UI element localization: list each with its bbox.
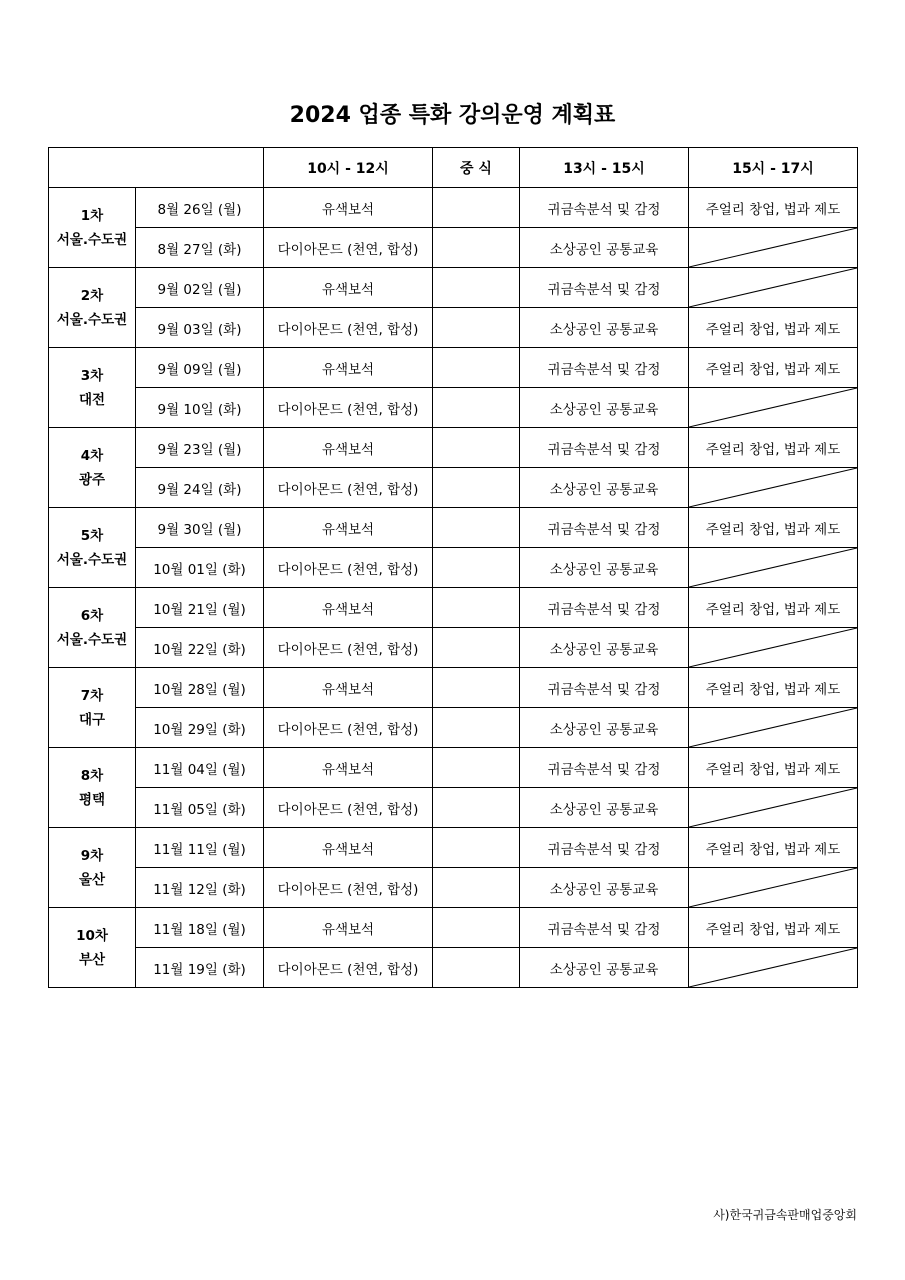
diagonal-slash-icon: [689, 268, 857, 307]
date-cell: 9월 09일 (월): [136, 348, 264, 388]
slot1-cell: 유색보석: [264, 508, 433, 548]
slot2-cell: 소상공인 공통교육: [520, 948, 689, 988]
slot1-cell: 유색보석: [264, 828, 433, 868]
table-row: [49, 668, 858, 708]
session-region: 광주: [78, 471, 106, 488]
date-cell: 10월 21일 (월): [136, 588, 264, 628]
date-cell: 11월 11일 (월): [136, 828, 264, 868]
slot1-cell: 다이아몬드 (천연, 합성): [264, 868, 433, 908]
session-number: 1차: [80, 207, 104, 224]
slot3-empty-cell: [689, 228, 858, 268]
slot1-cell: 유색보석: [264, 268, 433, 308]
slot2-cell: 귀금속분석 및 감정: [520, 828, 689, 868]
session-number: 6차: [80, 607, 104, 624]
diagonal-slash-icon: [689, 548, 857, 587]
slot3-cell: 주얼리 창업, 법과 제도: [689, 188, 858, 228]
slot3-empty-cell: [689, 268, 858, 308]
session-region: 서울.수도권: [56, 311, 128, 328]
date-cell: 9월 10일 (화): [136, 388, 264, 428]
lunch-cell: [433, 788, 520, 828]
slot2-cell: 귀금속분석 및 감정: [520, 268, 689, 308]
page-title: 2024 업종 특화 강의운영 계획표: [289, 103, 616, 128]
header-slot-15-17: 15시 - 17시: [689, 148, 858, 188]
slot2-cell: 귀금속분석 및 감정: [520, 908, 689, 948]
table-row: [49, 908, 858, 948]
slot2-cell: 소상공인 공통교육: [520, 868, 689, 908]
session-number: 8차: [80, 767, 104, 784]
schedule-table: [48, 147, 858, 988]
slot1-cell: 유색보석: [264, 588, 433, 628]
slot3-cell: 주얼리 창업, 법과 제도: [689, 828, 858, 868]
slot2-cell: 귀금속분석 및 감정: [520, 348, 689, 388]
slot3-cell: 주얼리 창업, 법과 제도: [689, 748, 858, 788]
slot1-cell: 다이아몬드 (천연, 합성): [264, 788, 433, 828]
slot2-cell: 귀금속분석 및 감정: [520, 428, 689, 468]
diagonal-slash-icon: [689, 228, 857, 267]
slot1-cell: 유색보석: [264, 668, 433, 708]
slot3-empty-cell: [689, 708, 858, 748]
lunch-cell: [433, 348, 520, 388]
table-row: [49, 388, 858, 428]
table-row: [49, 508, 858, 548]
slot3-empty-cell: [689, 788, 858, 828]
session-cell: [49, 348, 136, 428]
slot2-cell: 소상공인 공통교육: [520, 708, 689, 748]
session-cell: [49, 188, 136, 268]
table-row: [49, 788, 858, 828]
table-row: [49, 828, 858, 868]
header-blank: [49, 148, 264, 188]
table-row: [49, 188, 858, 228]
slot3-cell: 주얼리 창업, 법과 제도: [689, 428, 858, 468]
slot3-cell: 주얼리 창업, 법과 제도: [689, 588, 858, 628]
slot2-cell: 소상공인 공통교육: [520, 548, 689, 588]
date-cell: 10월 22일 (화): [136, 628, 264, 668]
slot1-cell: 다이아몬드 (천연, 합성): [264, 388, 433, 428]
table-row: [49, 948, 858, 988]
table-row: [49, 308, 858, 348]
diagonal-slash-icon: [689, 868, 857, 907]
date-cell: 10월 01일 (화): [136, 548, 264, 588]
date-cell: 9월 30일 (월): [136, 508, 264, 548]
session-number: 3차: [80, 367, 104, 384]
slot2-cell: 소상공인 공통교육: [520, 788, 689, 828]
table-row: [49, 708, 858, 748]
slot2-cell: 귀금속분석 및 감정: [520, 668, 689, 708]
diagonal-slash-icon: [689, 708, 857, 747]
diagonal-slash-icon: [689, 788, 857, 827]
slot3-cell: 주얼리 창업, 법과 제도: [689, 668, 858, 708]
lunch-cell: [433, 268, 520, 308]
session-region: 대구: [78, 711, 106, 728]
table-row: [49, 588, 858, 628]
session-cell: [49, 268, 136, 348]
slot2-cell: 소상공인 공통교육: [520, 468, 689, 508]
slot1-cell: 다이아몬드 (천연, 합성): [264, 308, 433, 348]
lunch-cell: [433, 868, 520, 908]
date-cell: 11월 19일 (화): [136, 948, 264, 988]
date-cell: 11월 12일 (화): [136, 868, 264, 908]
session-number: 5차: [80, 527, 104, 544]
table-row: [49, 868, 858, 908]
date-cell: 8월 27일 (화): [136, 228, 264, 268]
lunch-cell: [433, 508, 520, 548]
session-region: 부산: [78, 951, 106, 968]
header-slot-10-12: 10시 - 12시: [264, 148, 433, 188]
lunch-cell: [433, 548, 520, 588]
slot1-cell: 유색보석: [264, 428, 433, 468]
session-cell: [49, 428, 136, 508]
slot3-cell: 주얼리 창업, 법과 제도: [689, 508, 858, 548]
slot2-cell: 소상공인 공통교육: [520, 628, 689, 668]
session-region: 서울.수도권: [56, 551, 128, 568]
table-row: [49, 428, 858, 468]
date-cell: 10월 28일 (월): [136, 668, 264, 708]
session-cell: [49, 588, 136, 668]
session-cell: [49, 828, 136, 908]
session-number: 10차: [76, 927, 108, 944]
slot2-cell: 귀금속분석 및 감정: [520, 508, 689, 548]
session-region: 대전: [78, 391, 106, 408]
slot2-cell: 소상공인 공통교육: [520, 388, 689, 428]
slot1-cell: 유색보석: [264, 908, 433, 948]
session-region: 서울.수도권: [56, 231, 128, 248]
session-number: 7차: [80, 687, 104, 704]
slot3-empty-cell: [689, 628, 858, 668]
session-region: 울산: [78, 871, 106, 888]
date-cell: 10월 29일 (화): [136, 708, 264, 748]
lunch-cell: [433, 308, 520, 348]
table-row: [49, 468, 858, 508]
slot2-cell: 귀금속분석 및 감정: [520, 748, 689, 788]
session-cell: [49, 508, 136, 588]
slot1-cell: 유색보석: [264, 188, 433, 228]
slot1-cell: 다이아몬드 (천연, 합성): [264, 548, 433, 588]
session-cell: [49, 748, 136, 828]
lunch-cell: [433, 228, 520, 268]
date-cell: 11월 04일 (월): [136, 748, 264, 788]
slot1-cell: 다이아몬드 (천연, 합성): [264, 628, 433, 668]
lunch-cell: [433, 948, 520, 988]
lunch-cell: [433, 668, 520, 708]
date-cell: 11월 18일 (월): [136, 908, 264, 948]
slot3-cell: 주얼리 창업, 법과 제도: [689, 348, 858, 388]
session-region: 서울.수도권: [56, 631, 128, 648]
diagonal-slash-icon: [689, 948, 857, 987]
header-slot-13-15: 13시 - 15시: [520, 148, 689, 188]
organization-footer: 사)한국귀금속판매업중앙회: [713, 1208, 857, 1222]
date-cell: 9월 03일 (화): [136, 308, 264, 348]
slot2-cell: 소상공인 공통교육: [520, 308, 689, 348]
session-number: 4차: [80, 447, 104, 464]
slot1-cell: 유색보석: [264, 348, 433, 388]
table-header-row: [49, 148, 858, 188]
schedule-body: [49, 188, 858, 988]
table-row: [49, 748, 858, 788]
diagonal-slash-icon: [689, 628, 857, 667]
date-cell: 11월 05일 (화): [136, 788, 264, 828]
lunch-cell: [433, 628, 520, 668]
table-row: [49, 228, 858, 268]
slot1-cell: 다이아몬드 (천연, 합성): [264, 708, 433, 748]
lunch-cell: [433, 908, 520, 948]
session-region: 평택: [78, 791, 106, 808]
date-cell: 9월 02일 (월): [136, 268, 264, 308]
lunch-cell: [433, 708, 520, 748]
slot1-cell: 다이아몬드 (천연, 합성): [264, 948, 433, 988]
table-row: [49, 268, 858, 308]
header-lunch: 중 식: [433, 148, 520, 188]
table-row: [49, 628, 858, 668]
lunch-cell: [433, 828, 520, 868]
diagonal-slash-icon: [689, 388, 857, 427]
slot3-cell: 주얼리 창업, 법과 제도: [689, 308, 858, 348]
session-cell: [49, 668, 136, 748]
slot1-cell: 다이아몬드 (천연, 합성): [264, 228, 433, 268]
lunch-cell: [433, 588, 520, 628]
date-cell: 9월 24일 (화): [136, 468, 264, 508]
slot3-empty-cell: [689, 948, 858, 988]
slot2-cell: 소상공인 공통교육: [520, 228, 689, 268]
date-cell: 8월 26일 (월): [136, 188, 264, 228]
lunch-cell: [433, 748, 520, 788]
session-number: 2차: [80, 287, 104, 304]
diagonal-slash-icon: [689, 468, 857, 507]
lunch-cell: [433, 468, 520, 508]
slot1-cell: 다이아몬드 (천연, 합성): [264, 468, 433, 508]
slot2-cell: 귀금속분석 및 감정: [520, 588, 689, 628]
slot3-empty-cell: [689, 548, 858, 588]
session-number: 9차: [80, 847, 104, 864]
slot3-cell: 주얼리 창업, 법과 제도: [689, 908, 858, 948]
date-cell: 9월 23일 (월): [136, 428, 264, 468]
lunch-cell: [433, 388, 520, 428]
table-row: [49, 548, 858, 588]
slot3-empty-cell: [689, 388, 858, 428]
table-row: [49, 348, 858, 388]
lunch-cell: [433, 188, 520, 228]
lunch-cell: [433, 428, 520, 468]
slot3-empty-cell: [689, 468, 858, 508]
slot3-empty-cell: [689, 868, 858, 908]
session-cell: [49, 908, 136, 988]
slot2-cell: 귀금속분석 및 감정: [520, 188, 689, 228]
slot1-cell: 유색보석: [264, 748, 433, 788]
